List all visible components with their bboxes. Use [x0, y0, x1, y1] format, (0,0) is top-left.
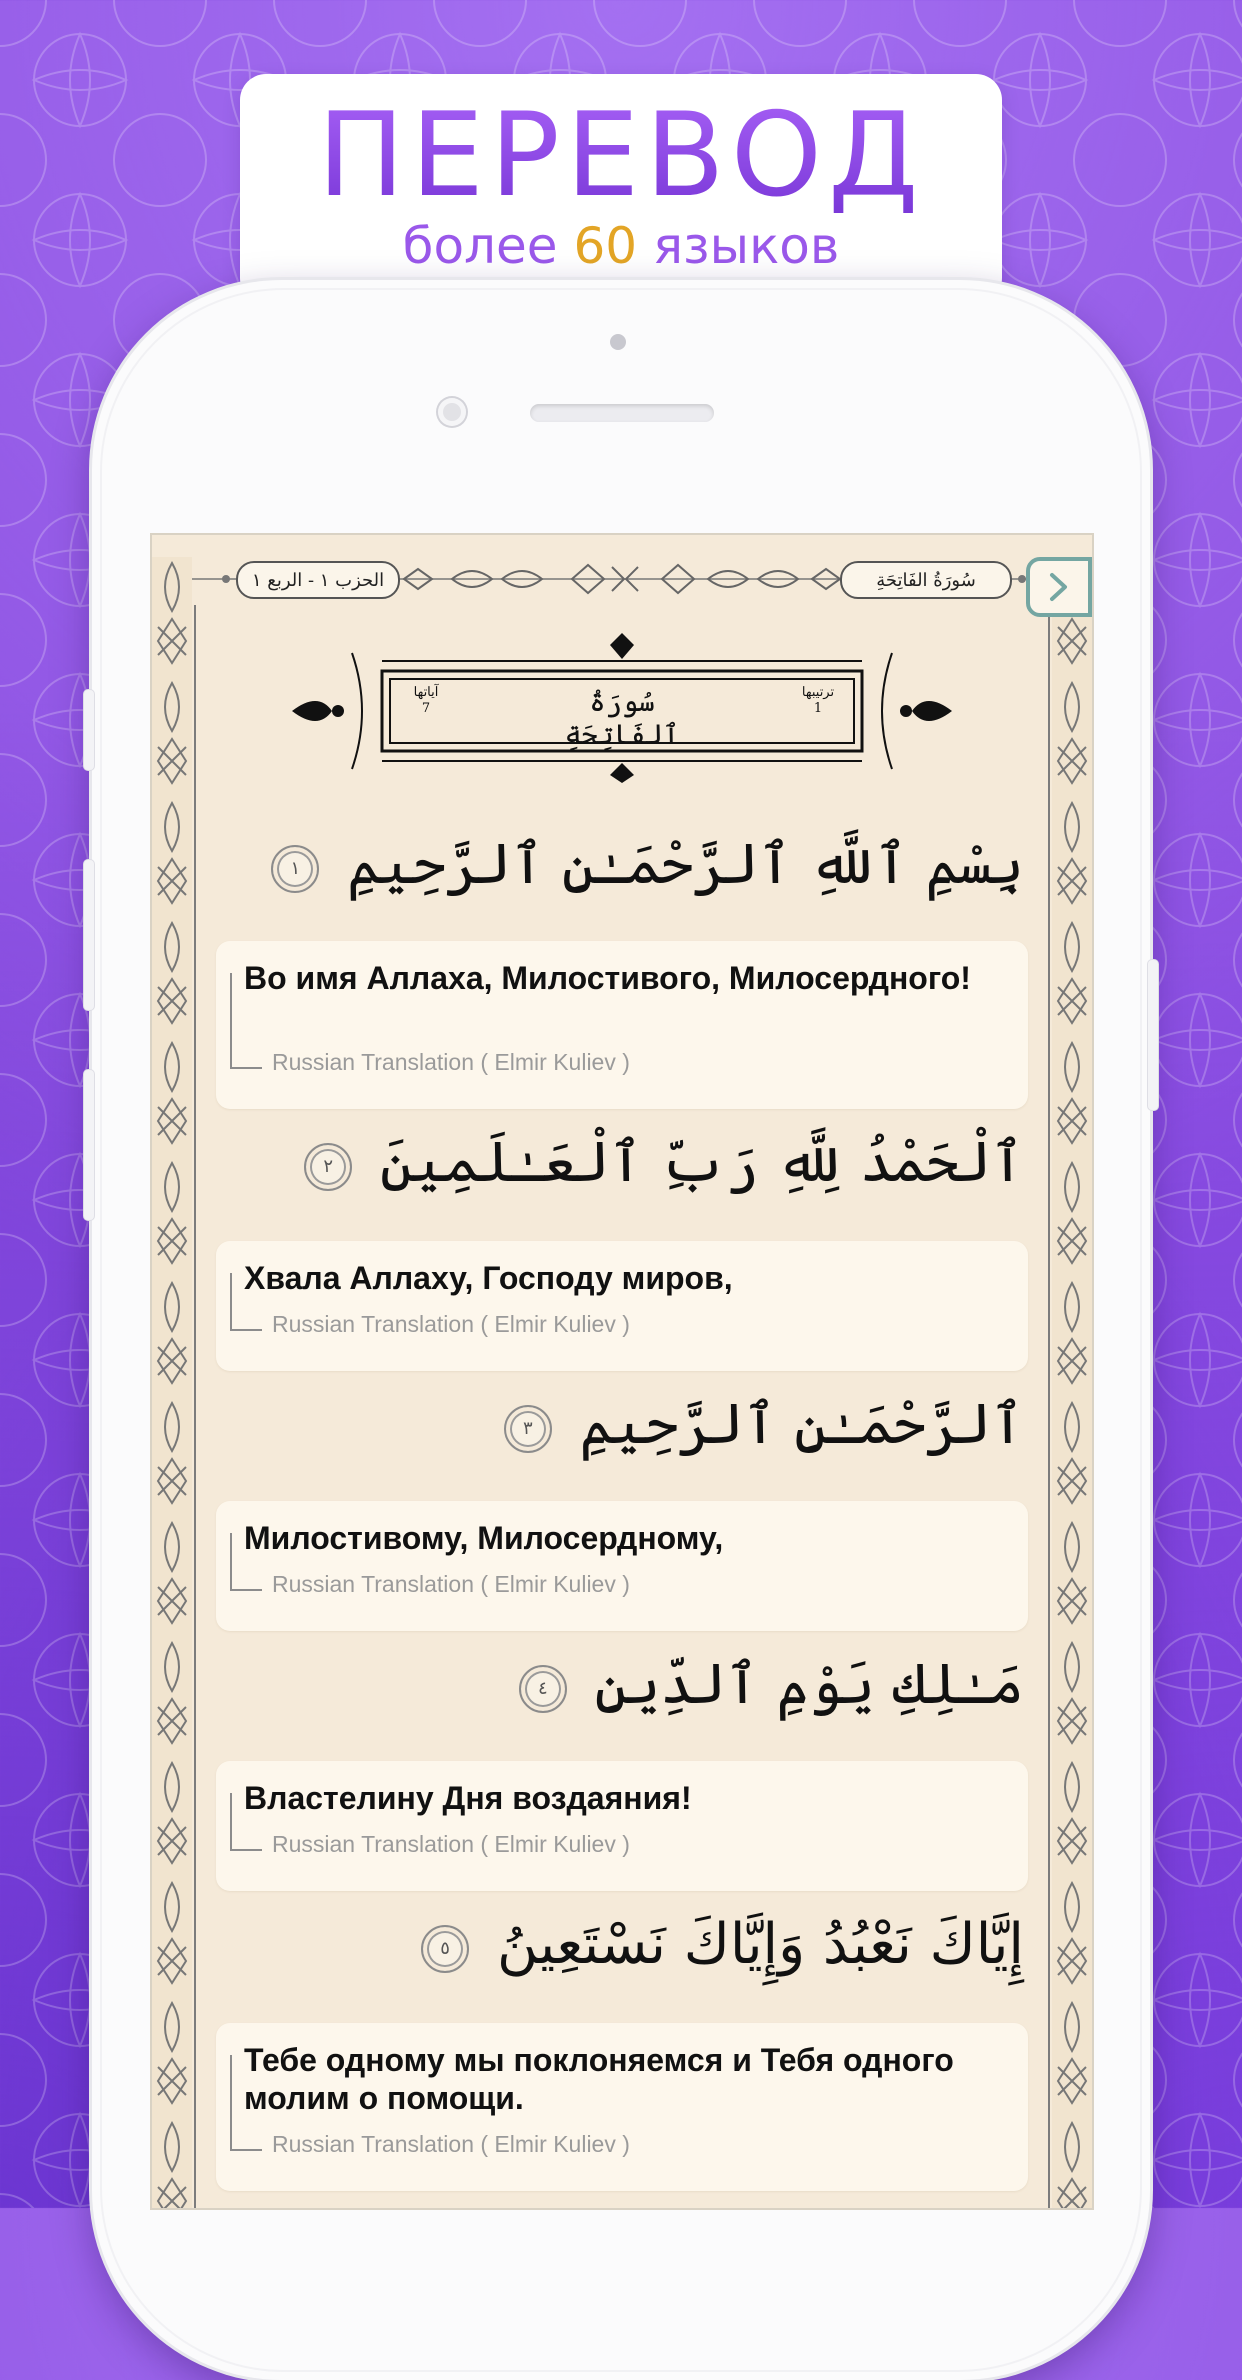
translation-bracket	[230, 1533, 262, 1591]
translation-bracket	[230, 1793, 262, 1851]
order-number: 1	[813, 701, 823, 717]
verse-arabic-text: مَـٰلِكِ يَوْمِ ٱلدِّينِ	[594, 1652, 1024, 1717]
phone-front-camera	[438, 398, 466, 426]
promo-subtitle-suffix: языков	[637, 217, 840, 275]
surah-title-ornament	[292, 633, 952, 783]
phone-sensor	[610, 334, 626, 350]
phone-mute-switch	[84, 690, 94, 770]
translation-card[interactable]	[216, 1501, 1028, 1631]
verse-arabic[interactable]	[212, 1652, 1024, 1717]
verse-arabic[interactable]	[212, 1912, 1024, 1977]
promo-subtitle-prefix: более	[402, 217, 574, 275]
right-ornament-border	[1052, 557, 1092, 2208]
promo-language-count: 60	[573, 217, 638, 275]
translation-card[interactable]	[216, 2023, 1028, 2191]
translation-card[interactable]	[216, 1241, 1028, 1371]
inner-frame-line-left	[194, 605, 196, 2208]
translation-text: Тебе одному мы поклоняемся и Тебя одного молим о помощи.	[244, 2042, 954, 2116]
promo-header-card	[240, 74, 1002, 304]
ayat-count: 7	[421, 701, 431, 717]
verse-arabic[interactable]	[212, 1392, 1024, 1457]
phone-volume-down	[84, 1070, 94, 1220]
phone-power-button	[1148, 960, 1158, 1110]
phone-earpiece	[530, 404, 714, 422]
ayah-number-marker: ١	[271, 845, 319, 893]
surah-indicator[interactable]: سُورَةُ الفَاتِحَةِ	[840, 561, 1012, 599]
translation-card[interactable]	[216, 1761, 1028, 1891]
next-page-button[interactable]	[1026, 557, 1092, 617]
chevron-right-icon	[1045, 570, 1073, 604]
quran-reader-screen[interactable]	[152, 535, 1092, 2208]
verse-arabic[interactable]	[212, 832, 1024, 897]
verse-arabic-text: ٱلرَّحْمَـٰنِ ٱلرَّحِيمِ	[579, 1392, 1024, 1457]
verse-arabic-text: ٱلْحَمْدُ لِلَّهِ رَبِّ ٱلْعَـٰلَمِينَ	[379, 1130, 1024, 1195]
translation-source: Russian Translation ( Elmir Kuliev )	[272, 1571, 630, 1597]
promo-subtitle	[240, 217, 1002, 275]
ayah-number-marker: ٥	[421, 1925, 469, 1973]
ayah-number-marker: ٣	[504, 1405, 552, 1453]
translation-card[interactable]	[216, 941, 1028, 1109]
order-label: ترتيبها	[801, 685, 835, 700]
translation-source: Russian Translation ( Elmir Kuliev )	[272, 1831, 630, 1857]
translation-text: Во имя Аллаха, Милостивого, Милосердного!	[244, 960, 971, 996]
surah-name: سُورَةُ ٱلفَاتِحَةِ	[564, 685, 680, 751]
hizb-indicator[interactable]: الحزب ١ - الربع ١	[236, 561, 400, 599]
left-ornament-border	[152, 557, 192, 2208]
translation-source: Russian Translation ( Elmir Kuliev )	[272, 1311, 630, 1337]
surah-order	[788, 685, 848, 718]
translation-bracket	[230, 973, 262, 1069]
translation-text: Хвала Аллаху, Господу миров,	[244, 1260, 733, 1296]
translation-bracket	[230, 1273, 262, 1331]
verse-arabic[interactable]	[212, 1130, 1024, 1195]
surah-ayat-count	[396, 685, 456, 718]
verse-arabic-text: بِسْمِ ٱللَّهِ ٱلرَّحْمَـٰنِ ٱلرَّحِيمِ	[347, 832, 1024, 897]
translation-bracket	[230, 2055, 262, 2151]
translation-source: Russian Translation ( Elmir Kuliev )	[272, 1049, 630, 1075]
translation-text: Милостивому, Милосердному,	[244, 1520, 724, 1556]
translation-source: Russian Translation ( Elmir Kuliev )	[272, 2131, 630, 2157]
verse-arabic-text: إِيَّاكَ نَعْبُدُ وَإِيَّاكَ نَسْتَعِينُ	[496, 1912, 1024, 1977]
ayah-number-marker: ٢	[304, 1143, 352, 1191]
ayat-label: آياتها	[413, 685, 439, 700]
translation-text: Властелину Дня воздаяния!	[244, 1780, 692, 1816]
inner-frame-line-right	[1048, 605, 1050, 2208]
phone-volume-up	[84, 860, 94, 1010]
ayah-number-marker: ٤	[519, 1665, 567, 1713]
promo-title: ПЕРЕВОД	[240, 98, 1002, 214]
